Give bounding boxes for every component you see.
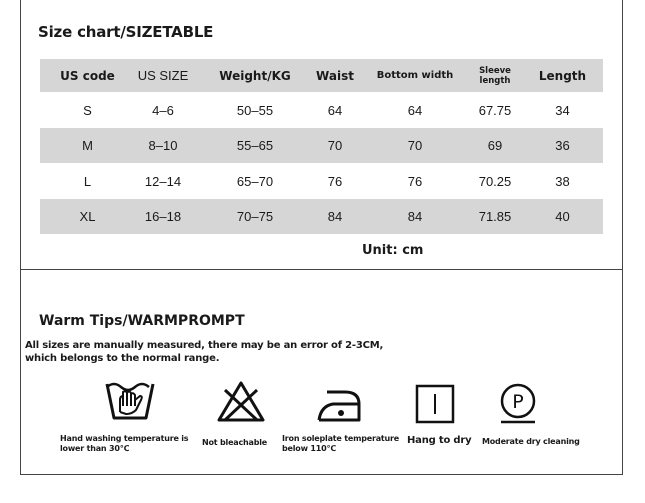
header-us-code: US code <box>60 68 115 83</box>
cell-us-size: 8–10 <box>148 138 178 153</box>
table-row <box>40 128 603 163</box>
cell-bottom-width: 64 <box>407 102 423 118</box>
cell-waist: 64 <box>327 102 343 118</box>
svg-text:P: P <box>512 391 524 413</box>
size-chart-title: Size chart/SIZETABLE <box>38 23 214 41</box>
cell-length: 34 <box>555 102 570 118</box>
iron-icon <box>315 384 363 424</box>
cell-bottom-width: 76 <box>407 173 423 189</box>
hand-wash-label-line-2: lower than 30℃ <box>60 444 130 453</box>
iron-label <box>282 434 399 454</box>
cell-waist: 84 <box>327 209 343 224</box>
warm-tips-title: Warm Tips/WARMPROMPT <box>39 313 245 329</box>
cell-sleeve-length: 67.75 <box>478 102 512 118</box>
dry-clean-icon <box>497 382 539 424</box>
header-waist: Waist <box>316 68 354 83</box>
warm-tips-line-1: All sizes are manually measured, there may be an error of 2-3CM, <box>25 340 384 351</box>
cell-bottom-width: 84 <box>407 209 423 224</box>
iron-label-line-2: below 110℃ <box>282 444 336 453</box>
cell-waist: 76 <box>327 173 343 189</box>
cell-sleeve-length: 69 <box>487 138 503 153</box>
cell-sleeve-length: 71.85 <box>478 209 512 224</box>
section-divider <box>20 269 623 270</box>
hang-dry-icon <box>415 384 455 424</box>
hand-wash-label-line-1: Hand washing temperature is <box>60 434 189 443</box>
cell-us-size: 16–18 <box>144 209 182 224</box>
table-row <box>40 199 603 234</box>
cell-length: 40 <box>555 209 570 224</box>
header-length: Length <box>538 68 587 83</box>
table-header-row <box>40 59 603 92</box>
size-table <box>40 59 603 234</box>
dry-clean-label-line-1: Moderate dry cleaning <box>482 437 580 446</box>
cell-us-code: M <box>82 138 93 153</box>
table-row <box>40 92 603 128</box>
cell-us-code: XL <box>79 209 96 224</box>
cell-length: 38 <box>555 173 570 189</box>
cell-weight: 70–75 <box>236 209 274 224</box>
hand-wash-icon <box>104 378 156 424</box>
cell-length: 36 <box>555 138 570 153</box>
dry-clean-label <box>482 437 580 447</box>
cell-us-size: 12–14 <box>144 173 182 189</box>
header-bottom-width: Bottom width <box>376 70 454 81</box>
cell-us-size: 4–6 <box>152 102 174 118</box>
hang-dry-label-line-1: Hang to dry <box>407 435 472 446</box>
hand-wash-label <box>60 434 188 454</box>
cell-us-code: L <box>83 173 92 189</box>
cell-us-code: S <box>83 102 92 118</box>
no-bleach-icon <box>216 380 266 424</box>
cell-weight: 50–55 <box>236 102 274 118</box>
header-weight: Weight/KG <box>219 68 291 83</box>
cell-sleeve-length: 70.25 <box>478 173 512 189</box>
iron-label-line-1: Iron soleplate temperature <box>282 434 399 443</box>
header-us-size: US SIZE <box>137 68 189 83</box>
warm-tips-text <box>25 339 385 365</box>
cell-weight: 65–70 <box>236 173 274 189</box>
cell-waist: 70 <box>327 138 343 153</box>
hang-dry-label <box>407 436 471 446</box>
warm-tips-line-2: which belongs to the normal range. <box>25 353 220 364</box>
cell-bottom-width: 70 <box>407 138 423 153</box>
unit-label: Unit: cm <box>362 243 424 258</box>
cell-weight: 55–65 <box>236 138 274 153</box>
table-row <box>40 163 603 199</box>
no-bleach-label-line-1: Not bleachable <box>202 438 268 447</box>
header-sleeve-length: Sleeve length <box>479 65 511 86</box>
no-bleach-label <box>202 438 267 448</box>
